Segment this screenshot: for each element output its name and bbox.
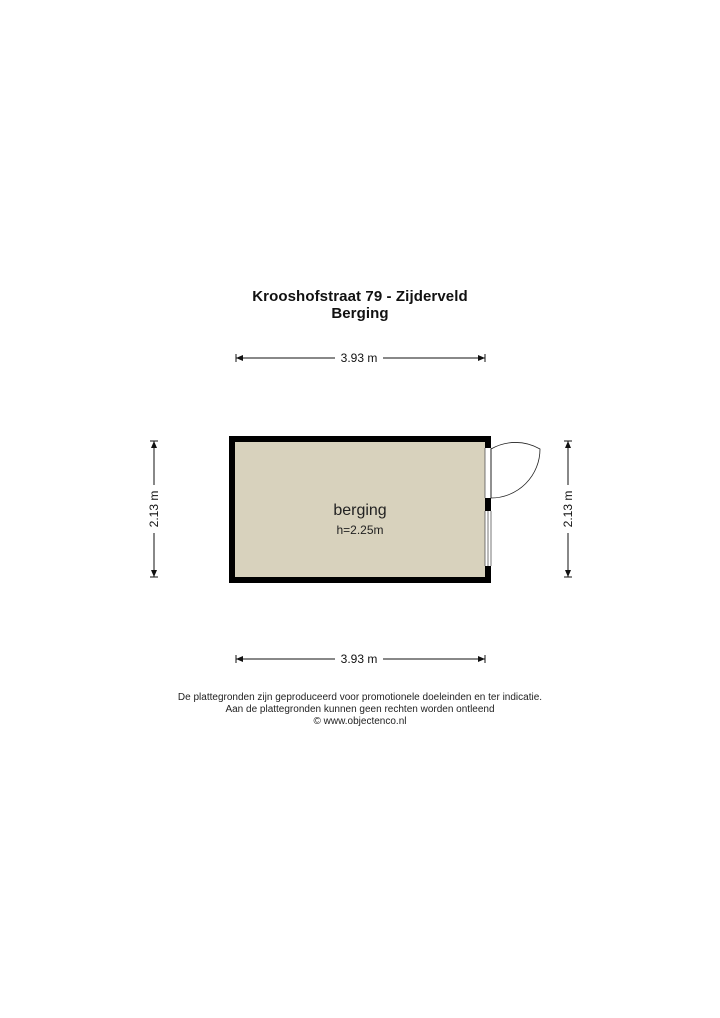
- plan-title: Krooshofstraat 79 - Zijderveld: [252, 288, 468, 305]
- room-label: berging: [333, 502, 387, 519]
- right-dimension-label: 2.13 m: [561, 490, 575, 528]
- room-berging: [229, 436, 540, 583]
- disclaimer-line-2: Aan de plattegronden kunnen geen rechten worden ontleend: [225, 704, 495, 715]
- door-opening: [485, 448, 491, 498]
- room-height-label: h=2.25m: [336, 523, 384, 537]
- right-dimension: [561, 441, 575, 577]
- top-dimension: [236, 351, 485, 365]
- copyright-line: © www.objectenco.nl: [313, 716, 407, 727]
- left-dimension-label: 2.13 m: [147, 490, 161, 528]
- bottom-dimension: [236, 652, 485, 666]
- left-dimension: [147, 441, 161, 577]
- top-dimension-label: 3.93 m: [340, 351, 378, 365]
- plan-subtitle: Berging: [331, 305, 389, 322]
- disclaimer-line-1: De plattegronden zijn geproduceerd voor promotionele doeleinden en ter indicatie.: [177, 692, 543, 703]
- door-swing: [491, 442, 540, 498]
- bottom-dimension-label: 3.93 m: [340, 652, 378, 666]
